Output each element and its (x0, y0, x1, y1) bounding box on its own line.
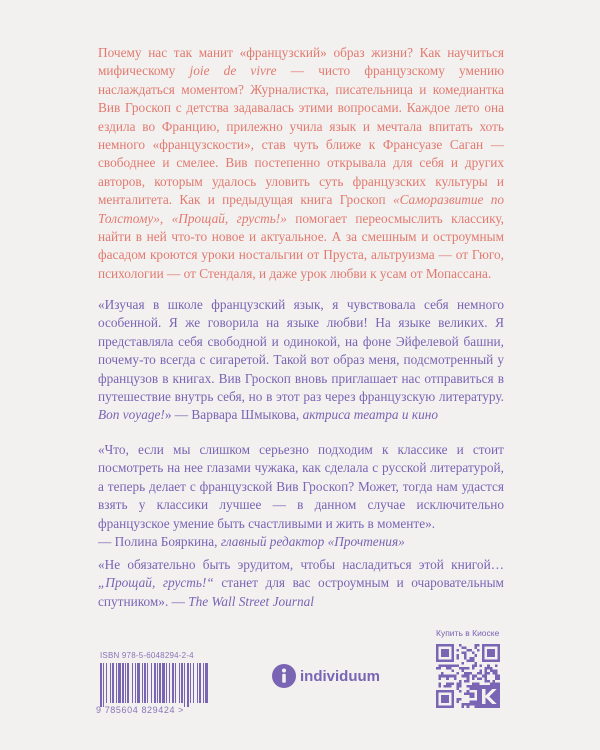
blurb-italic-2: «Саморазвитие по Толстому» (98, 192, 504, 226)
quote-source: The Wall Street Journal (188, 593, 314, 609)
blurb-text-3: , (159, 210, 172, 226)
review-quote-shmykova (98, 296, 504, 425)
quote-author-role: главный редактор «Прочтения» (220, 534, 405, 550)
qr-code-icon[interactable] (436, 644, 500, 708)
publisher-name: individuum (300, 667, 380, 685)
quote-text: «Не обязательно быть эрудитом, чтобы насладиться этой книгой… (98, 557, 504, 572)
quote-text: «Что, если мы слишком серьезно подходим к классике и стоит посмотреть на нее глазами чужака, как сделала с русской литературой, а теперь делает с французской Вив Гроскоп? Может, тогда нам удастся взять у классики лучшее — в данном случае исключительно французское умение быть счастливыми и жить в моменте». (98, 442, 504, 531)
barcode-icon (100, 663, 208, 707)
quote-attribution (98, 533, 504, 551)
blurb-text-1: Почему нас так манит «французский» образ жизни? Как научиться мифическому (98, 45, 504, 79)
quote-author-role: актриса театра и кино (302, 407, 438, 423)
quote-text-2: станет для вас остроумным и очаровательным спутником». — (98, 575, 504, 609)
quote-book-title: „Прощай, грусть!“ (98, 575, 214, 591)
blurb-italic-1: joie de vivre (189, 63, 277, 79)
blurb-text-2: — чисто французскому умению наслаждаться моментом? Журналистка, писательница и комедиантка Вив Гроскоп с детства задавалась этими вопросами. Каждое лето она ездила во Францию, прилежно учила язык и мечтала впитать хоть немного «французскости», став чуть ближе к Франсуазе Саган — свободнее и смелее. Вив постепенно открывала для себя и других авторов, которым удалось уловить суть французских культуры и менталитета. Как и предыдущая книга Гроскоп (98, 63, 505, 208)
blurb-italic-3: «Прощай, грусть!» (171, 210, 287, 226)
quote-author: — Полина Бояркина, (98, 534, 221, 550)
quote-author: » — Варвара Шмыкова, (164, 407, 303, 423)
quote-text: «Изучая в школе французский язык, я чувствовала себя немного особенной. Я же говорила на языке любви! На языке великих. Я представляла себя свободной и одинокой, на фоне Эйфелевой башни, почему-то всегда с сигаретой. Такой вот образ меня, подсмотренный у французов в книгах. Вив Гроскоп вновь приглашает нас отправиться в путешествие внутрь себя, но в этот раз через французскую литературу. (98, 297, 504, 405)
isbn-label: ISBN 978-5-6048294-2-4 (100, 651, 194, 660)
review-quote-wsj (98, 556, 504, 611)
kiosk-label: Купить в Киоске (436, 628, 500, 638)
barcode-digits: 9 785604 829424 > (96, 705, 185, 715)
quote-italic: Bon voyage! (98, 407, 165, 423)
individuum-logo-icon (272, 664, 296, 688)
blurb-text-4: помогает переосмыслить классику, найти в ней что-то новое и актуальное. А за смешным и остроумным фасадом кроются уроки ностальгии от Пруста, альтруизма — от Гюго, психологии — от Стендаля, и даже урок любви к усам от Мопассана. (98, 210, 504, 281)
blurb-paragraph (98, 44, 504, 283)
publisher-logo (272, 664, 380, 688)
review-quote-boyarkina (98, 441, 504, 551)
